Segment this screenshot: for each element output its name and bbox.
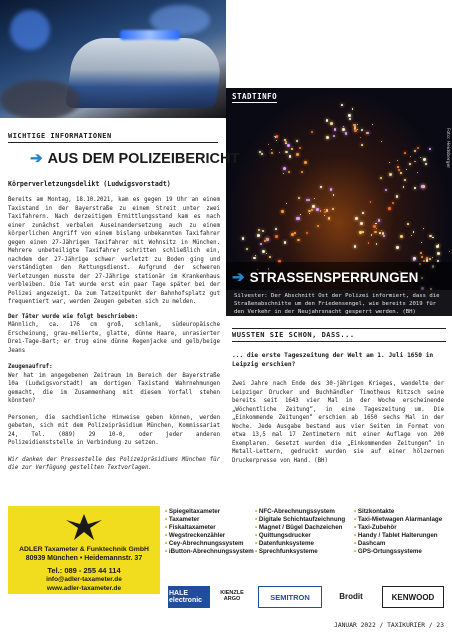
firework-spark bbox=[281, 210, 284, 213]
firework-spark bbox=[397, 160, 398, 161]
firework-spark bbox=[333, 135, 335, 137]
firework-spark bbox=[301, 171, 303, 173]
firework-spark bbox=[342, 128, 345, 131]
ad-product: • Digitale Schichtaufzeichnung bbox=[255, 516, 345, 524]
ad-product: • Fiskaltaxameter bbox=[165, 524, 254, 532]
firework-spark bbox=[396, 246, 399, 249]
firework-spark bbox=[268, 144, 269, 145]
ad-product: • Dashcam bbox=[354, 540, 442, 548]
ad-product: • Taxi-Mietwagen Alarmanlage bbox=[354, 516, 442, 524]
firework-spark bbox=[436, 245, 439, 248]
firework-spark bbox=[257, 234, 260, 237]
firework-spark bbox=[360, 222, 363, 225]
firework-spark bbox=[449, 251, 450, 252]
firework-spark bbox=[409, 163, 411, 165]
ad-product: • Sitzkontakte bbox=[354, 508, 442, 516]
arrow-right-icon: ➔ bbox=[30, 150, 43, 167]
ad-product: • Wegstreckenzähler bbox=[165, 532, 254, 540]
brodit-logo: Brodit bbox=[339, 591, 363, 601]
firework-spark bbox=[308, 210, 311, 213]
firework-spark bbox=[266, 238, 268, 240]
zeugen-heading: Zeugenaufruf: bbox=[8, 364, 53, 370]
ad-product: • Cey-Abrechnungssystem bbox=[165, 540, 254, 548]
firework-spark bbox=[284, 139, 286, 141]
firework-spark bbox=[311, 209, 313, 211]
firework-spark bbox=[242, 237, 244, 239]
firework-spark bbox=[316, 208, 319, 211]
strassensperrungen-heading: ➔ STRASSENSPERRUNGEN bbox=[232, 269, 419, 286]
firework-spark bbox=[283, 167, 286, 170]
firework-spark bbox=[246, 248, 249, 251]
stadtinfo-label: STADTINFO bbox=[232, 92, 278, 101]
firework-spark bbox=[330, 188, 332, 190]
firework-spark bbox=[400, 172, 402, 174]
firework-spark bbox=[262, 230, 265, 233]
firework-spark bbox=[306, 232, 308, 234]
contact-text: Personen, die sachdienliche Hinweise geben können, werden gebeten, sich mit dem Polizeipräsidium München, Kommissariat 24, Tel. (089) 29 10-0, oder jeder anderen Polizeidienststelle in Verbindung zu setzen. bbox=[8, 414, 220, 446]
firework-spark bbox=[352, 108, 354, 110]
firework-spark bbox=[286, 203, 287, 204]
firework-spark bbox=[343, 126, 344, 127]
firework-spark bbox=[269, 256, 271, 258]
firework-spark bbox=[320, 210, 321, 211]
firework-spark bbox=[389, 173, 392, 176]
firework-spark bbox=[414, 187, 416, 189]
firework-spark bbox=[383, 235, 385, 237]
firework-spark bbox=[362, 231, 364, 233]
firework-spark bbox=[271, 149, 272, 150]
firework-spark bbox=[361, 144, 363, 146]
firework-spark bbox=[283, 173, 284, 174]
firework-spark bbox=[304, 161, 307, 164]
firework-spark bbox=[370, 201, 372, 203]
firework-spark bbox=[320, 186, 321, 187]
wussten-lead: ... die erste Tageszeitung der Welt am 1. Juli 1650 in Leipzig erschien? bbox=[232, 352, 434, 368]
semitron-logo: SEMITRON bbox=[258, 586, 322, 608]
firework-spark bbox=[407, 223, 409, 225]
firework-spark bbox=[360, 137, 361, 138]
firework-spark bbox=[357, 124, 358, 125]
firework-spark bbox=[398, 169, 400, 171]
firework-spark bbox=[312, 205, 314, 207]
ad-products-col3 bbox=[354, 508, 442, 557]
firework-spark bbox=[421, 242, 422, 243]
firework-spark bbox=[406, 169, 407, 170]
firework-spark bbox=[311, 131, 314, 134]
firework-spark bbox=[324, 209, 325, 210]
firework-spark bbox=[432, 257, 433, 258]
firework-spark bbox=[355, 217, 358, 220]
firework-spark bbox=[421, 256, 424, 259]
ad-product: • iButton-Abrechnungssystem bbox=[165, 548, 254, 556]
ad-product: • Spiegeltaxameter bbox=[165, 508, 254, 516]
firework-spark bbox=[371, 234, 373, 236]
firework-spark bbox=[425, 163, 427, 165]
firework-spark bbox=[334, 128, 337, 131]
firework-spark bbox=[378, 219, 380, 221]
firework-spark bbox=[362, 212, 363, 213]
ad-product: • Taxi-Zubehör bbox=[354, 524, 442, 532]
para-incident: Bereits am Montag, 18.10.2021, kam es gegen 19 Uhr an einem Taxistand in der Bayerstraße zu einem Streit unter zwei Taxifahrern. Nach derzeitigem Ermittlungsstand kam es nach einer zunächst verbalen Auseinandersetzung auch zu einem körperlichen Angriff von einem bislang unbekannten Taxifahrer gegen einen 27-Jährigen Taxifahrer mit Wohnsitz in München. Mehrere unbeteiligte Taxifahrer schritten schließlich ein, nachdem der 27-Jährige schwer verletzt zu Boden ging und verständigten den Rettungsdienst. Aufgrund der schweren Verletzungen musste der 27-Jährige stationär im Krankenhaus verbleiben. Die Tat wurde erst ein paar Tage später bei der Polizei angezeigt. Da zum Tatzeitpunkt der Bahnhofsplatz gut frequentiert war, werden Zeugen gebeten sich zu melden. bbox=[8, 197, 220, 305]
firework-spark bbox=[262, 250, 265, 253]
ad-product: • Quittungsdrucker bbox=[255, 532, 345, 540]
firework-spark bbox=[349, 118, 352, 121]
hale-logo: HALE electronic bbox=[168, 586, 210, 608]
firework-spark bbox=[413, 259, 415, 261]
firework-spark bbox=[287, 144, 290, 147]
perp-text: Männlich, ca. 176 cm groß, schlank, südeuropäische Erscheinung, grau-melierte, glatte, dünne Haare, unrasierter Drei-Tage-Bart; er trug eine dünne Regenjacke und gelb/beige Jeans bbox=[8, 322, 220, 354]
firework-spark bbox=[388, 207, 391, 210]
firework-spark bbox=[421, 185, 423, 187]
polizeibericht-heading: ➔ AUS DEM POLIZEIBERICHT bbox=[30, 150, 240, 167]
firework-spark bbox=[417, 172, 419, 174]
firework-spark bbox=[404, 179, 406, 181]
firework-spark bbox=[297, 239, 299, 241]
firework-spark bbox=[314, 198, 315, 199]
firework-spark bbox=[403, 186, 404, 187]
firework-spark bbox=[429, 258, 432, 261]
arrow-right-icon: ➔ bbox=[232, 269, 245, 286]
firework-spark bbox=[309, 213, 310, 214]
firework-spark bbox=[298, 197, 300, 199]
divider bbox=[8, 142, 218, 143]
firework-spark bbox=[326, 119, 328, 121]
divider bbox=[232, 328, 446, 329]
fireworks-credit: Foto: Heidsberger bbox=[445, 128, 450, 169]
firework-spark bbox=[261, 153, 263, 155]
firework-spark bbox=[423, 158, 426, 161]
firework-spark bbox=[300, 214, 301, 215]
firework-spark bbox=[396, 195, 398, 197]
firework-spark bbox=[359, 231, 361, 233]
firework-spark bbox=[296, 153, 299, 156]
firework-spark bbox=[275, 228, 277, 230]
kenwood-logo: KENWOOD bbox=[382, 586, 444, 608]
ad-products-col1 bbox=[165, 508, 254, 557]
ad-company: ADLER Taxameter & Funktechnik GmbH bbox=[19, 546, 149, 553]
incident-subheading: Körperverletzungsdelikt (Ludwigsvorstadt) bbox=[8, 180, 171, 188]
firework-spark bbox=[404, 152, 406, 154]
firework-spark bbox=[266, 253, 267, 254]
firework-spark bbox=[411, 235, 412, 236]
firework-spark bbox=[397, 166, 399, 168]
firework-spark bbox=[289, 155, 292, 158]
ad-product: • Sprechfunksysteme bbox=[255, 548, 345, 556]
firework-spark bbox=[380, 177, 382, 179]
ad-email[interactable]: info@adler-taxameter.de bbox=[46, 576, 122, 583]
firework-spark bbox=[284, 241, 287, 244]
firework-spark bbox=[326, 136, 329, 139]
firework-spark bbox=[361, 129, 364, 132]
firework-spark bbox=[271, 152, 273, 154]
firework-spark bbox=[279, 152, 280, 153]
firework-spark bbox=[423, 228, 424, 229]
firework-spark bbox=[420, 157, 421, 158]
firework-spark bbox=[376, 228, 377, 229]
firework-spark bbox=[324, 215, 325, 216]
firework-spark bbox=[276, 140, 277, 141]
thanks-text: Wir danken der Pressestelle des Polizeipräsidiums München für die zur Verfügung gestellten Textvorlagen. bbox=[8, 456, 220, 471]
firework-spark bbox=[381, 141, 382, 142]
perp-heading: Der Täter wurde wie folgt beschrieben: bbox=[8, 313, 139, 320]
firework-spark bbox=[432, 237, 433, 238]
zeugen-text: Wer hat im angegebenen Zeitraum im Bereich der Bayerstraße 10a (Ludwigsvorstadt) am dortigen Taxistand Wahrnehmungen gemacht, die im Zusammenhang mit diesem Vorfall stehen könnten? bbox=[8, 372, 220, 404]
ad-products-col2 bbox=[255, 508, 345, 557]
firework-spark bbox=[330, 122, 333, 125]
firework-spark bbox=[308, 199, 310, 201]
ad-address: 80939 München • Heidemannstr. 37 bbox=[25, 555, 143, 562]
ad-product: • Taxameter bbox=[165, 516, 254, 524]
firework-spark bbox=[341, 104, 343, 106]
firework-spark bbox=[400, 235, 403, 238]
article-body bbox=[8, 196, 220, 477]
ad-web[interactable]: www.adler-taxameter.de bbox=[46, 585, 122, 592]
firework-spark bbox=[296, 140, 298, 142]
firework-spark bbox=[429, 235, 432, 238]
firework-spark bbox=[275, 235, 278, 238]
firework-spark bbox=[288, 171, 290, 173]
firework-spark bbox=[324, 211, 326, 213]
firework-spark bbox=[274, 136, 275, 137]
firework-spark bbox=[294, 232, 296, 234]
eagle-logo-icon bbox=[64, 510, 104, 544]
firework-spark bbox=[299, 147, 301, 149]
firework-spark bbox=[379, 232, 381, 234]
firework-spark bbox=[253, 257, 255, 259]
firework-spark bbox=[333, 194, 335, 196]
firework-spark bbox=[260, 243, 262, 245]
firework-spark bbox=[420, 252, 422, 254]
ad-product: • Magnet / Bügel Dachzeichen bbox=[255, 524, 345, 532]
strassen-caption-band bbox=[226, 290, 452, 316]
strassen-title-box bbox=[226, 262, 452, 290]
police-car-photo bbox=[0, 0, 226, 118]
ad-product: • NFC-Abrechnungssystem bbox=[255, 508, 345, 516]
firework-spark bbox=[389, 162, 390, 163]
kienzle-logo: KIENZLE ARGO bbox=[220, 590, 244, 602]
firework-spark bbox=[306, 199, 308, 201]
firework-spark bbox=[332, 208, 334, 210]
firework-spark bbox=[417, 147, 419, 149]
wussten-kicker: WUSSTEN SIE SCHON, DASS... bbox=[232, 331, 355, 339]
ad-company-block bbox=[8, 506, 160, 594]
firework-spark bbox=[354, 129, 357, 132]
ad-product: • Handy / Tablet Halterungen bbox=[354, 532, 442, 540]
strassen-caption: Silvester: Der Abschnitt Ost der Polizei informiert, dass die Straßenabschnitte um den Friedensengel, wie bereits 2019 für den Verkehr in der Neujahrsnacht gesperrt werden. (BH) bbox=[234, 293, 440, 315]
firework-spark bbox=[345, 132, 347, 134]
firework-spark bbox=[414, 150, 416, 152]
firework-spark bbox=[429, 148, 431, 150]
ad-phone: Tel.: 089 - 255 44 114 bbox=[47, 566, 121, 575]
section-kicker: WICHTIGE INFORMATIONEN bbox=[8, 132, 112, 140]
firework-spark bbox=[354, 245, 357, 248]
firework-spark bbox=[296, 217, 299, 220]
page-footer: JANUAR 2022 / TAXIKURIER / 23 bbox=[334, 622, 444, 629]
firework-spark bbox=[437, 252, 440, 255]
firework-spark bbox=[276, 135, 279, 138]
firework-spark bbox=[354, 126, 356, 128]
firework-spark bbox=[392, 202, 394, 204]
firework-spark bbox=[368, 242, 369, 243]
firework-spark bbox=[317, 225, 319, 227]
firework-spark bbox=[258, 229, 261, 232]
firework-spark bbox=[326, 209, 328, 211]
firework-spark bbox=[367, 132, 369, 134]
firework-spark bbox=[413, 231, 414, 232]
firework-spark bbox=[414, 161, 416, 163]
firework-spark bbox=[348, 114, 351, 117]
firework-spark bbox=[410, 156, 411, 157]
divider bbox=[232, 341, 446, 342]
firework-spark bbox=[385, 189, 388, 192]
firework-spark bbox=[376, 243, 377, 244]
firework-spark bbox=[375, 223, 376, 224]
firework-spark bbox=[255, 255, 256, 256]
ad-product: • Datenfunksysteme bbox=[255, 540, 345, 548]
wussten-text: Zwei Jahre nach Ende des 30-jährigen Krieges, wandelte der Leipziger Drucker und Buchhändler Timotheus Ritzsch seine bereits seit 1643 vier Mal in der Woche erscheinende „Wöchentliche Zeitung“, in eine Tageszeitung um. Die „Einkommende Zeitungen“ erschien ab 1650 sechs Mal in der Woche. Jede Ausgabe bestand aus vier Seiten im Format von etwa 13,5 mal 17 Zentimetern mit einer Auflage von 200 Exemplaren. Gesetzt wurden die „Einkommenden Zeitungen“ in Metall-Lettern, gedruckt wurden sie auf einer hölzernen Druckerpresse von Hand. (BH) bbox=[232, 381, 444, 464]
ad-product: • GPS-Ortungssysteme bbox=[354, 548, 442, 556]
firework-spark bbox=[372, 124, 373, 125]
adler-advertisement bbox=[8, 506, 445, 606]
firework-spark bbox=[291, 148, 293, 150]
firework-spark bbox=[285, 151, 288, 154]
